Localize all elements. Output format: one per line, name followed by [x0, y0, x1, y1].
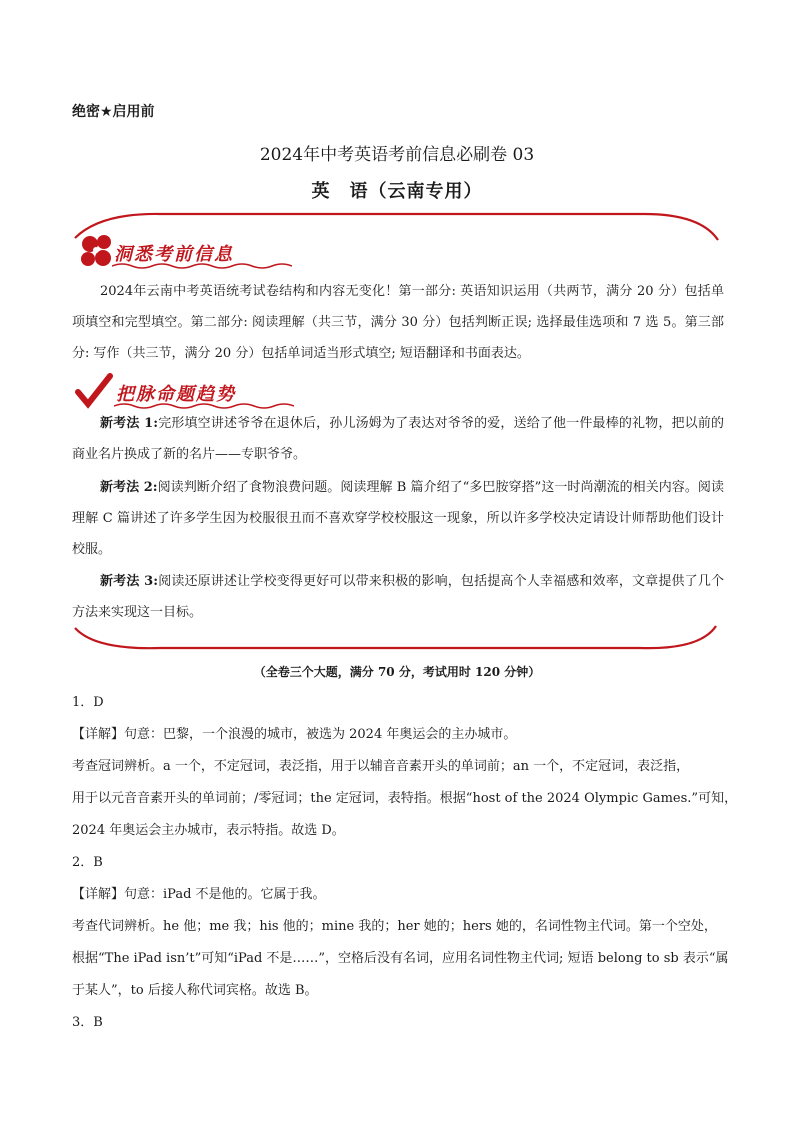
trend-item-2	[72, 472, 724, 565]
answer-2-line: 于某人”，to 后接人称代词宾格。故选 B。	[72, 983, 318, 998]
answer-1-detail: 【详解】句意：巴黎，一个浪漫的城市，被选为 2024 年奥运会的主办城市。	[72, 727, 517, 742]
answer-2: 2．B	[72, 855, 103, 870]
answer-1-line: 考查冠词辨析。a 一个，不定冠词，表泛指，用于以辅音音素开头的单词前；an 一个，不定冠词，表泛指，	[72, 759, 690, 774]
confidential-label: 绝密★启用前	[72, 104, 155, 120]
section1-text: 2024年云南中考英语统考试卷结构和内容无变化！第一部分: 英语知识运用（共两节，满分 20 分）包括单项填空和完型填空。第二部分: 阅读理解（共三节，满分 30 分）包括判断正误; 选择最佳选项和 7 选 5。第三部分: 写作（共三节，满分 20 分）包括单词适当形式填空; 短语翻译和书面表达。	[72, 284, 724, 361]
answer-1-line: 2024 年奥运会主办城市，表示特指。故选 D。	[72, 823, 345, 838]
trend-item-label: 新考法 3:	[100, 574, 159, 589]
trend-item-label: 新考法 1:	[100, 416, 159, 431]
trend-item-text: 阅读还原讲述让学校变得更好可以带来积极的影响，包括提高个人幸福感和效率，文章提供了几个方法来实现这一目标。	[72, 574, 724, 620]
exam-note: （全卷三个大题，满分 70 分，考试用时 120 分钟）	[253, 665, 541, 679]
trend-item-1	[72, 408, 724, 470]
answer-2-detail: 【详解】句意：iPad 不是他的。它属于我。	[72, 887, 326, 902]
answer-1: 1．D	[72, 695, 104, 710]
trend-item-label: 新考法 2:	[100, 480, 158, 495]
page-subtitle: 英 语（云南专用）	[311, 181, 483, 202]
answer-3: 3．B	[72, 1015, 103, 1030]
section2-heading: 把脉命题趋势	[116, 384, 236, 405]
checkmark-icon	[74, 372, 114, 412]
page-title: 2024年中考英语考前信息必刷卷 03	[259, 145, 535, 165]
section1-heading: 洞悉考前信息	[114, 244, 234, 265]
bottom-arc-decoration	[0, 620, 794, 654]
answer-2-line: 根据“The iPad isn’t”可知“iPad 不是……”，空格后没有名词，应用名词性物主代词; 短语 belong to sb 表示“属	[72, 951, 729, 966]
trend-item-text: 阅读判断介绍了食物浪费问题。阅读理解 B 篇介绍了“多巴胺穿搭”这一时尚潮流的相关内容。阅读理解 C 篇讲述了许多学生因为校服很丑而不喜欢穿学校校服这一现象，所以许多学校决定请设计师帮助他们设计校服。	[72, 480, 724, 557]
trend-item-3	[72, 566, 724, 628]
answer-1-line: 用于以元音音素开头的单词前；/零冠词；the 定冠词，表特指。根据“host of the 2024 Olympic Games.”可知，	[72, 791, 738, 806]
section1-header	[78, 232, 278, 272]
trend-item-text: 完形填空讲述爷爷在退休后，孙儿汤姆为了表达对爷爷的爱，送给了他一件最棒的礼物，把以前的商业名片换成了新的名片——专职爷爷。	[72, 416, 724, 462]
heading-underline	[112, 262, 292, 270]
answer-2-line: 考查代词辨析。he 他；me 我；his 他的；mine 我的；her 她的；hers 她的，名词性物主代词。第一个空处，	[72, 919, 717, 934]
section2-header	[74, 372, 274, 412]
